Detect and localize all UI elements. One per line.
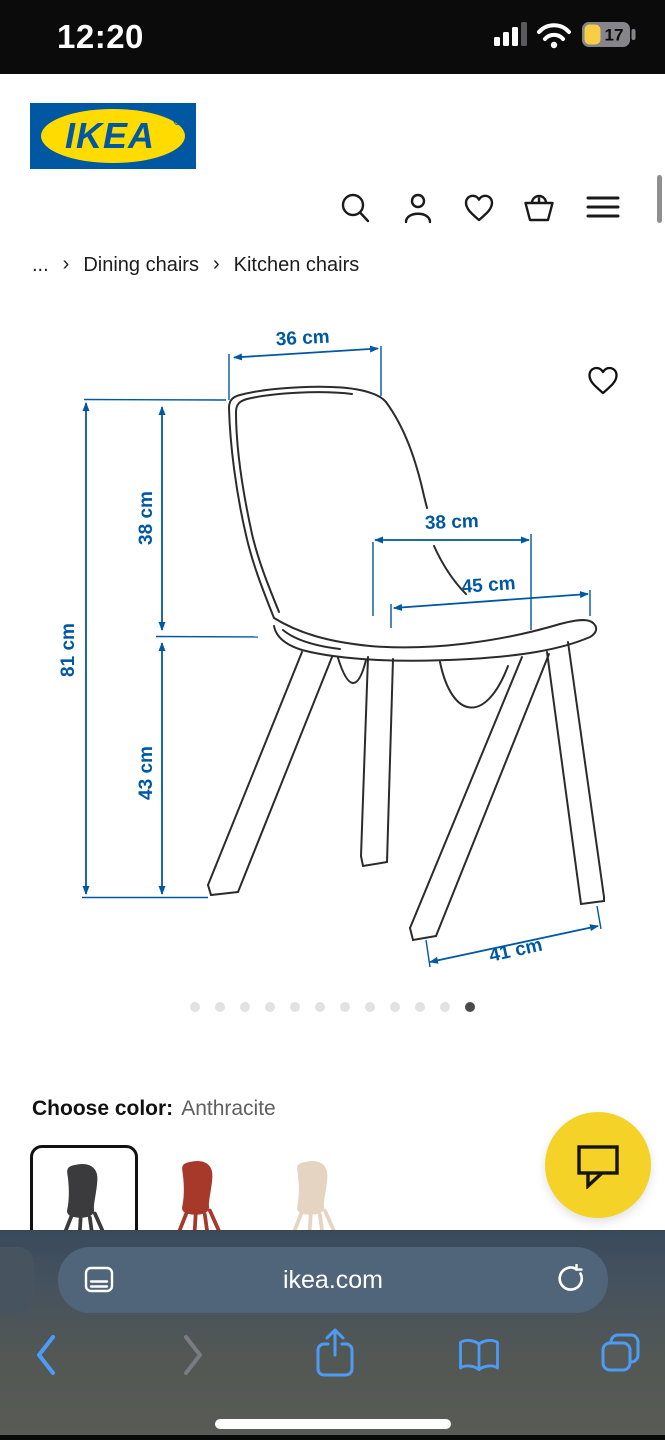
cart-basket-icon[interactable] [521,190,557,226]
svg-text:38 cm: 38 cm [136,491,157,545]
back-icon[interactable] [33,1333,61,1377]
carousel-dot[interactable] [390,1002,400,1012]
breadcrumb-separator: › [212,253,220,275]
carousel-dot[interactable] [340,1002,350,1012]
clock: 12:20 [57,18,144,55]
safari-toolbar [0,1230,665,1440]
chair-dimension-drawing [0,300,665,1040]
carousel-dot[interactable] [265,1002,275,1012]
breadcrumb-ellipsis[interactable]: ... [32,254,49,276]
wifi-icon [539,25,569,48]
favorite-heart-icon[interactable] [586,364,620,398]
choose-color-title: Choose color: [32,1097,174,1120]
breadcrumb-kitchen-chairs[interactable]: Kitchen chairs [233,254,360,276]
chat-button[interactable] [545,1112,651,1218]
breadcrumb-separator: › [62,253,70,275]
search-icon[interactable] [337,190,373,226]
ikea-logo[interactable] [30,103,196,169]
adjacent-tab-preview[interactable] [0,1247,34,1313]
carousel-dot[interactable] [290,1002,300,1012]
product-image-carousel[interactable] [0,300,665,1040]
svg-text:81 cm: 81 cm [58,623,79,677]
battery-icon [582,22,636,47]
status-bar [0,0,665,74]
selected-color-value: Anthracite [181,1097,276,1120]
svg-text:17: 17 [604,25,624,45]
profile-icon[interactable] [400,190,436,226]
choose-color-label [32,1097,276,1121]
carousel-dot[interactable] [365,1002,375,1012]
breadcrumb-dining-chairs[interactable]: Dining chairs [83,254,199,276]
svg-text:38 cm: 38 cm [424,511,480,534]
svg-text:41 cm: 41 cm [487,934,545,967]
carousel-dot[interactable] [240,1002,250,1012]
screen-bottom-edge [0,1435,665,1440]
home-indicator[interactable] [215,1419,451,1429]
svg-text:IKEA: IKEA [64,115,156,156]
page-settings-icon[interactable] [82,1263,116,1297]
page-scrollbar[interactable] [657,175,662,223]
svg-text:36 cm: 36 cm [275,326,331,351]
url-text: ikea.com [282,1265,384,1294]
carousel-dot[interactable] [465,1002,475,1012]
share-icon[interactable] [313,1327,357,1379]
forward-icon[interactable] [178,1333,206,1377]
svg-text:43 cm: 43 cm [136,746,157,800]
carousel-dot[interactable] [440,1002,450,1012]
carousel-dots [0,1002,665,1012]
carousel-dot[interactable] [415,1002,425,1012]
site-header [0,74,665,214]
status-icons [492,16,652,60]
bookmarks-icon[interactable] [456,1337,502,1377]
cellular-signal-icon [494,22,527,46]
dimension-labels [58,327,544,967]
url-bar[interactable] [58,1247,608,1313]
carousel-dot[interactable] [315,1002,325,1012]
reload-icon[interactable] [556,1264,588,1296]
svg-text:®: ® [173,113,183,128]
breadcrumb [32,254,359,277]
carousel-dot[interactable] [215,1002,225,1012]
chair-outline [208,387,604,940]
wishlist-heart-icon[interactable] [461,190,497,226]
carousel-dot[interactable] [190,1002,200,1012]
svg-text:45 cm: 45 cm [461,573,517,598]
tabs-icon[interactable] [598,1331,644,1377]
menu-hamburger-icon[interactable] [585,190,621,226]
chat-bubble-icon [575,1141,621,1189]
